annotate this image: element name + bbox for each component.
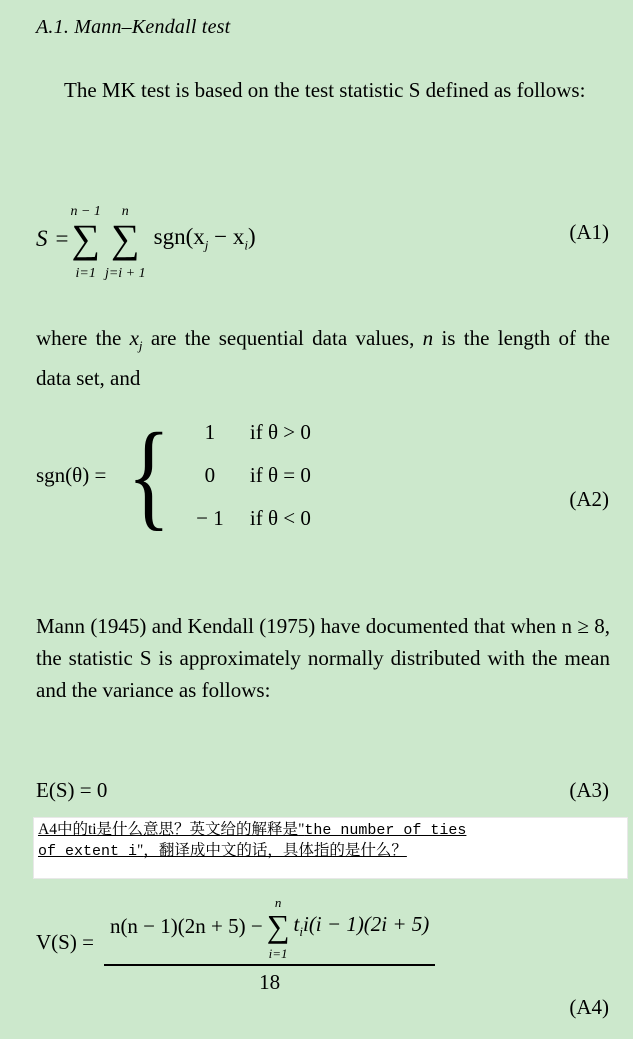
- case-condition: if θ < 0: [249, 506, 311, 530]
- equation-a2-case-row: [188, 506, 311, 531]
- annotation-blank-line: [38, 862, 623, 872]
- annotation-quote-close: ": [137, 842, 144, 859]
- paragraph-2-variable-x: x: [129, 326, 139, 350]
- annotation-quote-open: ": [298, 821, 305, 838]
- case-value: − 1: [196, 506, 224, 530]
- equation-a2-case-row: [188, 463, 311, 488]
- annotation-line-2-english: of extent i: [38, 843, 138, 860]
- equation-a4-fraction: [104, 890, 435, 995]
- sum-lower-limit: i=1: [268, 946, 288, 962]
- sum-2-symbol: ∑: [111, 216, 140, 262]
- annotation-highlight-box[interactable]: [33, 817, 628, 879]
- case-condition: if θ > 0: [249, 420, 311, 444]
- equation-a4-sum: [267, 890, 290, 962]
- case-condition: if θ = 0: [249, 463, 311, 487]
- equation-a4-denominator: 18: [259, 969, 281, 994]
- equation-a1-number: (A1): [569, 220, 609, 244]
- equation-a1: [36, 196, 576, 282]
- equation-a4-lhs: V(S) =: [36, 929, 94, 954]
- sum-symbol: ∑: [266, 908, 290, 944]
- paragraph-1: [36, 74, 610, 106]
- equation-a3-number: (A3): [569, 778, 609, 802]
- annotation-line-1-chinese: A4中的ti是什么意思？英文给的解释是: [38, 821, 299, 838]
- numerator-rest: i(i − 1)(2i + 5): [302, 912, 430, 937]
- equation-a2-number: (A2): [569, 487, 609, 511]
- sum-1-symbol: ∑: [71, 216, 100, 262]
- annotation-line-1-english: the number of ties: [304, 822, 467, 839]
- paragraph-2-mid: are the sequential data values,: [142, 326, 423, 350]
- case-value: 1: [204, 420, 216, 444]
- annotation-line-1: [38, 820, 623, 841]
- equation-a2-lhs: sgn(θ) =: [36, 463, 107, 487]
- case-value: 0: [204, 463, 216, 487]
- numerator-left: n(n − 1)(2n + 5) −: [109, 913, 263, 938]
- equation-a1-body-start: sgn(x: [153, 224, 205, 250]
- equation-a1-sum-1: [70, 196, 100, 282]
- equation-a3: E(S) = 0: [36, 778, 108, 802]
- equation-a2-case-row: [188, 420, 311, 445]
- equation-a2-brace: {: [127, 408, 171, 542]
- equation-a1-body: [154, 224, 256, 254]
- equation-a1-equals: =: [55, 226, 69, 252]
- sum-upper-limit: n: [274, 895, 282, 910]
- sum-1-upper-limit: n − 1: [70, 204, 101, 219]
- equation-a2: [36, 408, 596, 570]
- equation-a1-sub-j: j: [204, 237, 209, 253]
- paragraph-2-pre: where the: [36, 326, 130, 350]
- paragraph-2-post: is the length of the data set, and: [36, 326, 610, 391]
- equation-a4-numerator: [104, 890, 435, 964]
- paragraph-3: Mann (1945) and Kendall (1975) have documented that when n ≥ 8, the statistic S is approximately normally distributed with the mean and the variance as follows:: [36, 614, 610, 702]
- equation-a4: [36, 890, 611, 995]
- section-title: A.1. Mann–Kendall test: [36, 16, 231, 38]
- sum-2-lower-limit: j=i + 1: [104, 266, 146, 282]
- paragraph-2-variable-n: n: [422, 326, 434, 350]
- equation-a1-sum-2: [105, 196, 146, 282]
- numerator-t-subscript: i: [299, 924, 303, 940]
- annotation-line-2: [38, 841, 623, 862]
- equation-a1-sub-i: i: [244, 237, 248, 253]
- sum-2-upper-limit: n: [121, 204, 129, 219]
- paragraph-2: [36, 322, 610, 394]
- paragraph-2-subscript-j: j: [138, 338, 143, 354]
- equation-a4-number: (A4): [569, 995, 609, 1019]
- equation-a2-cases: [188, 420, 311, 531]
- annotation-line-2-chinese: ，翻译成中文的话，具体指的是什么？: [143, 842, 407, 859]
- equation-a1-body-end: ): [247, 224, 256, 250]
- equation-a1-lhs: S: [36, 226, 48, 252]
- paragraph-1-text: The MK test is based on the test statistic S defined as follows:: [64, 78, 586, 102]
- numerator-right: [294, 912, 430, 940]
- numerator-t: t: [293, 912, 300, 937]
- sum-1-lower-limit: i=1: [75, 266, 96, 282]
- equation-a1-body-mid: − x: [208, 224, 245, 250]
